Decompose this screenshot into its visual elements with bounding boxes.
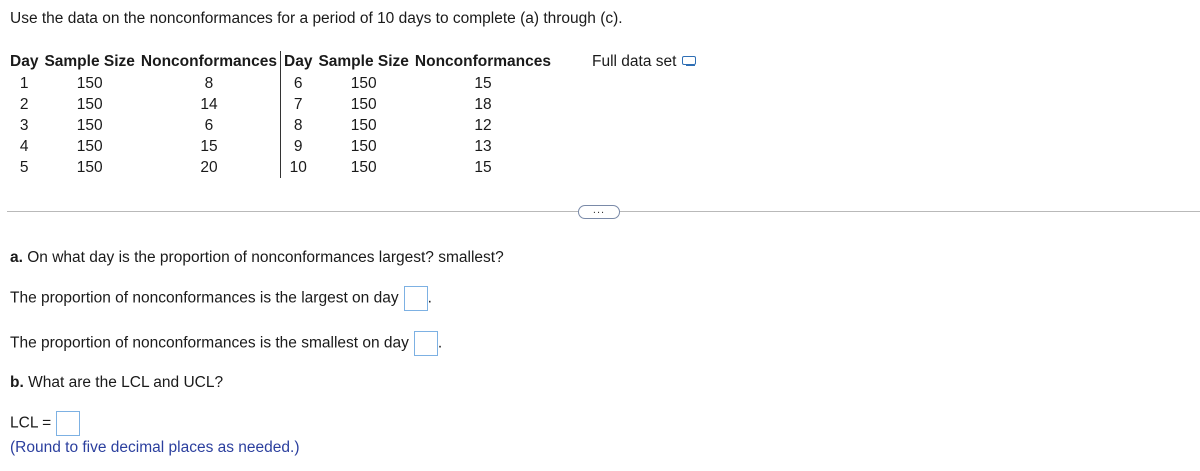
document-icon (682, 56, 696, 65)
table-cell: 8 (293, 116, 303, 134)
full-data-set-label: Full data set (592, 53, 677, 70)
header-sample-size-2: Sample Size (318, 53, 409, 70)
part-b-label: b. (10, 374, 24, 391)
table-cell: 13 (474, 137, 492, 155)
lcl-input[interactable] (56, 411, 80, 436)
table-cell: 6 (138, 115, 281, 136)
lcl-line (10, 411, 80, 436)
table-cell: 150 (76, 137, 103, 155)
table-cell: 150 (350, 74, 377, 92)
rounding-note: (Round to five decimal places as needed.) (10, 439, 300, 456)
table-cell: 15 (474, 74, 492, 92)
part-a-question-text: On what day is the proportion of nonconformances largest? smallest? (27, 249, 504, 266)
period-text: . (427, 289, 432, 307)
problem-intro: Use the data on the nonconformances for a period of 10 days to complete (a) through (c). (10, 10, 623, 27)
table-cell: 14 (138, 94, 281, 115)
table-cell: 15 (474, 158, 492, 176)
table-cell: 150 (350, 158, 377, 176)
table-cell: 150 (76, 158, 103, 176)
table-cell: 2 (19, 95, 29, 113)
table-cell: 15 (138, 136, 281, 157)
data-table (7, 51, 554, 178)
table-cell: 10 (289, 158, 307, 176)
table-row (7, 136, 554, 157)
table-cell: 150 (350, 95, 377, 113)
table-cell: 150 (350, 116, 377, 134)
smallest-day-input[interactable] (414, 331, 438, 356)
largest-day-text: The proportion of nonconformances is the largest on day (10, 289, 399, 307)
smallest-day-text: The proportion of nonconformances is the smallest on day (10, 334, 409, 352)
table-cell: 1 (19, 74, 29, 92)
table-cell: 9 (293, 137, 303, 155)
table-cell: 150 (350, 137, 377, 155)
table-cell: 20 (138, 157, 281, 178)
header-day: Day (10, 53, 39, 70)
part-a-label: a. (10, 249, 23, 266)
full-data-set-link[interactable] (592, 53, 696, 71)
header-nonconformances-2: Nonconformances (414, 53, 551, 70)
table-cell: 150 (76, 74, 103, 92)
part-b-question-text: What are the LCL and UCL? (28, 374, 224, 391)
header-day-2: Day (284, 53, 313, 70)
period-text: . (437, 334, 443, 352)
largest-day-input[interactable] (404, 286, 428, 311)
table-row (7, 157, 554, 178)
table-row (7, 115, 554, 136)
table-cell: 3 (19, 116, 29, 134)
table-cell: 150 (76, 95, 103, 113)
table-cell: 150 (76, 116, 103, 134)
table-header-row (7, 51, 554, 73)
header-sample-size: Sample Size (44, 53, 135, 70)
part-b-question (10, 374, 223, 392)
part-a-question (10, 249, 504, 267)
table-cell: 7 (293, 95, 303, 113)
table-row (7, 94, 554, 115)
more-options-button[interactable]: ... (578, 205, 620, 219)
header-nonconformances: Nonconformances (138, 51, 281, 73)
lcl-label: LCL = (10, 414, 52, 432)
table-cell: 6 (293, 74, 303, 92)
smallest-day-line (10, 331, 442, 356)
table-row (7, 73, 554, 94)
table-cell: 5 (19, 158, 29, 176)
table-cell: 4 (19, 137, 29, 155)
table-cell: 12 (474, 116, 492, 134)
table-cell: 8 (138, 73, 281, 94)
largest-day-line (10, 286, 432, 311)
table-cell: 18 (474, 95, 492, 113)
